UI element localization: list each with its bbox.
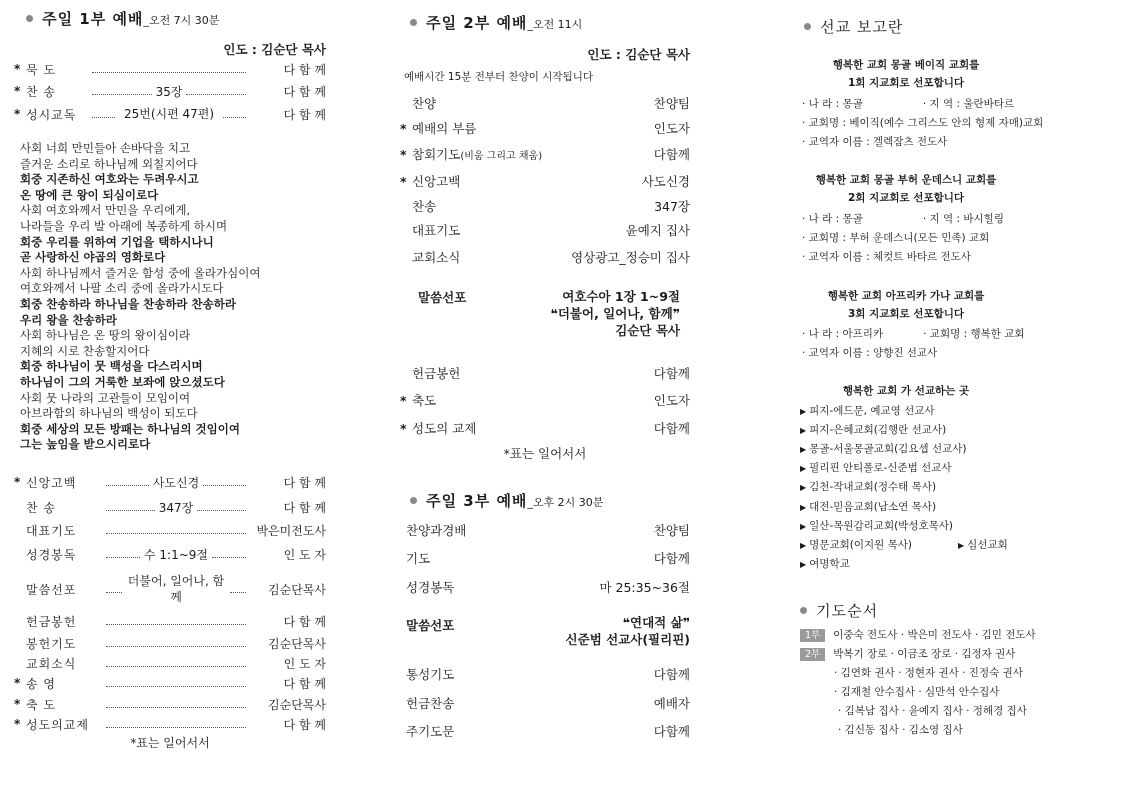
order-label: 예배의 부름 — [412, 121, 477, 136]
responsive-line: 지혜의 시로 찬송할지어다 — [20, 343, 150, 358]
prayer-2-line: · 김연화 권사 · 정현자 권사 · 진정숙 권사 — [834, 667, 1023, 679]
order-row — [400, 145, 690, 163]
bullet-icon — [26, 15, 33, 22]
triangle-bullet-icon: ▶ — [958, 541, 965, 550]
prayer-2 — [800, 646, 1015, 661]
order-person: 예배자 — [653, 696, 690, 711]
standing-mark: * — [400, 393, 407, 408]
order-left — [400, 419, 476, 437]
responsive-line: 여호와께서 나팔 소리 중에 올라가시도다 — [20, 281, 224, 296]
order-label: 대표기도 — [412, 223, 461, 238]
bullet-icon — [800, 607, 807, 614]
service-3-time: _오후 2시 30분 — [527, 496, 604, 509]
service-2-sermon-scripture: 여호수아 1장 1~9절 — [562, 289, 680, 304]
order-label: 송 영 — [26, 676, 56, 691]
order-person: 다 함 께 — [283, 84, 326, 99]
responsive-line: 회중 우리를 위하여 기업을 택하시나니 — [20, 234, 214, 249]
standing-mark: * — [14, 697, 21, 711]
mission-place-text: 피지-은혜교회(김행란 선교사) — [809, 424, 947, 437]
order-row — [400, 248, 690, 266]
mission-place-extra — [958, 537, 1008, 552]
mission-place-text: 피지-에드문, 예교영 선교사 — [809, 405, 935, 417]
mission-place-text: 김천-작내교회(정수태 목사) — [809, 481, 937, 494]
responsive-line: 회중 세상의 모든 방패는 하나님의 것임이여 — [20, 421, 240, 436]
order-person: 김순단목사 — [268, 636, 326, 651]
service-3-sermon — [566, 614, 690, 648]
service-1-footer: *표는 일어서서 — [130, 736, 210, 750]
responsive-line: 나라들을 우리 발 아래에 복종하게 하시며 — [20, 219, 228, 233]
mission-place — [800, 556, 850, 571]
order-row — [400, 172, 690, 190]
order-label: 말씀선포 — [26, 582, 77, 597]
order-person: 다 함 께 — [283, 107, 326, 122]
order-person: 다 함 께 — [283, 475, 326, 490]
service-3-title: 주일 3부 예배 — [426, 492, 528, 510]
service-1-time: _오전 7시 30분 — [143, 14, 220, 27]
order-label: 찬 송 — [26, 84, 56, 99]
order-person: 다함께 — [653, 667, 690, 682]
order-row — [400, 549, 690, 567]
order-person: 다 함 께 — [283, 614, 326, 629]
mission-1-title-line1: 행복한 교회 몽골 베이직 교회를 — [832, 59, 980, 71]
order-label: 헌금봉헌 — [26, 614, 77, 629]
prayer-2-line: · 김복남 집사 · 윤예지 집사 · 정해경 집사 — [838, 705, 1027, 717]
order-person: 인도자 — [653, 121, 690, 136]
dot-leader — [106, 645, 246, 647]
order-label: 기도 — [406, 551, 431, 566]
prayer-2-line: · 김신동 집사 · 김소영 집사 — [838, 724, 963, 736]
order-label: 찬송 — [412, 199, 437, 214]
order-person: 다함께 — [653, 147, 690, 162]
order-label: 성시교독 — [26, 107, 77, 122]
order-person: 찬양팀 — [653, 523, 690, 538]
order-row — [400, 722, 690, 740]
mission-place-text: 대전-믿음교회(남소연 목사) — [809, 500, 937, 513]
triangle-bullet-icon: ▶ — [800, 540, 807, 550]
mission-3-title-line1: 행복한 교회 아프리카 가나 교회를 — [827, 290, 985, 302]
order-label: 헌금찬송 — [406, 696, 455, 711]
mission-place — [800, 460, 951, 475]
mission-2-title-line2: 2회 지교회로 선포합니다 — [847, 192, 965, 204]
order-person: 다함께 — [653, 724, 690, 739]
order-detail: 더불어, 일어나, 함께 — [127, 574, 225, 604]
order-label: 통성기도 — [406, 667, 455, 682]
order-person: 영상광고_정승미 집사 — [571, 250, 690, 265]
service-1-header — [26, 8, 219, 29]
order-left — [400, 145, 542, 163]
order-detail: 347장 — [158, 500, 194, 515]
mission-place — [800, 441, 966, 456]
responsive-line: 회중 하나님이 뭇 백성을 다스리시며 — [20, 359, 203, 374]
mission-place — [800, 537, 912, 552]
order-person: 347장 — [654, 199, 690, 214]
order-person: 마 25:35~36절 — [599, 580, 690, 595]
order-label: 찬양 — [412, 96, 437, 111]
order-label: 참회기도 — [412, 147, 461, 162]
mission-header — [804, 16, 903, 37]
order-left — [400, 94, 436, 112]
order-row — [14, 634, 326, 652]
service-3-sermon-preacher: 신준범 선교사(필리핀) — [565, 632, 690, 647]
triangle-bullet-icon: ▶ — [800, 426, 807, 436]
triangle-bullet-icon: ▶ — [800, 559, 807, 569]
mission-detail-line: · 교회명 : 베이직(예수 그리스도 안의 형제 자매)교회 — [802, 117, 1044, 129]
order-row — [14, 521, 326, 539]
dot-leader — [212, 556, 246, 558]
order-label: 봉헌기도 — [26, 636, 77, 651]
prayer-1 — [800, 627, 1036, 642]
mission-place — [800, 518, 953, 533]
order-person: 윤예지 집사 — [625, 223, 690, 238]
order-row — [400, 94, 690, 112]
dot-leader — [106, 623, 246, 625]
order-row — [14, 574, 326, 604]
order-left — [400, 197, 436, 215]
standing-mark: * — [400, 174, 407, 189]
order-row — [14, 105, 326, 123]
service-2-footer: *표는 일어서서 — [503, 446, 587, 461]
bullet-icon — [804, 23, 811, 30]
order-person: 김순단목사 — [268, 697, 326, 712]
order-row — [400, 364, 690, 382]
dot-leader — [106, 685, 246, 687]
dot-leader — [223, 116, 246, 118]
order-label: 축 도 — [26, 697, 56, 712]
mission-place-text: 일산-목원감리교회(박성호목사) — [809, 519, 953, 532]
triangle-bullet-icon: ▶ — [800, 407, 807, 416]
order-row — [400, 419, 690, 437]
order-label: 묵 도 — [26, 62, 56, 77]
order-label: 신앙고백 — [412, 174, 461, 189]
responsive-line: 우리 왕을 찬송하라 — [20, 312, 117, 327]
responsive-line: 회중 찬송하라 하나님을 찬송하라 찬송하라 — [20, 297, 236, 311]
mission-detail-line: · 교역자 이름 : 겔렉잠츠 전도사 — [802, 136, 948, 148]
mission-place-text: 명문교회(이지원 목사) — [809, 538, 912, 551]
dot-leader — [92, 116, 115, 118]
order-person: 다함께 — [653, 366, 690, 381]
mission-3-title — [796, 287, 1016, 323]
service-2-sermon-title: ❝더불어, 일어나, 함께❞ — [550, 306, 680, 321]
standing-mark: * — [400, 421, 407, 436]
order-label: 찬양과경배 — [406, 523, 467, 538]
mission-title: 선교 보고란 — [820, 18, 904, 36]
service-2-note: 예배시간 15분 전부터 찬양이 시작됩니다 — [404, 71, 593, 83]
order-row — [400, 665, 690, 683]
order-person: 다 함 께 — [283, 500, 326, 515]
service-3-header — [410, 490, 603, 511]
order-row — [14, 498, 326, 516]
order-left — [400, 221, 460, 239]
service-2-time: _오전 11시 — [527, 18, 583, 31]
order-left — [400, 391, 436, 409]
order-row — [400, 578, 690, 596]
order-row — [400, 197, 690, 215]
order-label: 대표기도 — [26, 523, 77, 538]
order-person: 다 함 께 — [283, 676, 326, 691]
order-row — [14, 473, 326, 491]
order-row — [14, 82, 326, 100]
order-label: 성경봉독 — [26, 547, 77, 562]
mission-place-text: 필리핀 안티폴로-신준범 선교사 — [809, 462, 952, 475]
mission-detail-line: · 나 라 : 몽골 · 지 역 : 바시힐링 — [802, 213, 1004, 225]
order-label: 교회소식 — [26, 656, 77, 671]
prayer-title: 기도순서 — [816, 602, 879, 620]
dot-leader — [230, 591, 246, 593]
service-2-sermon — [551, 288, 680, 339]
responsive-line: 사회 여호와께서 만민을 우리에게, — [20, 203, 191, 218]
mission-places-title: 행복한 교회 가 선교하는 곳 — [842, 385, 970, 397]
mission-detail-line: · 교회명 : 부허 운데스니(모든 민족) 교회 — [802, 232, 990, 244]
order-person: 인 도 자 — [283, 656, 326, 671]
order-label: 찬 송 — [26, 500, 56, 515]
responsive-line: 온 땅에 큰 왕이 되심이로다 — [20, 187, 159, 202]
triangle-bullet-icon: ▶ — [800, 502, 807, 512]
order-detail: 수 1:1~9절 — [144, 547, 209, 562]
service-3-sermon-label: 말씀선포 — [406, 618, 455, 633]
mission-detail-line: · 나 라 : 아프리카 · 교회명 : 행복한 교회 — [802, 328, 1025, 340]
order-person: 다함께 — [653, 421, 690, 436]
standing-mark: * — [14, 107, 21, 121]
dot-leader — [106, 484, 149, 486]
service-2-title: 주일 2부 예배 — [426, 14, 528, 32]
order-person: 인 도 자 — [283, 547, 327, 562]
order-person: 다 함 께 — [283, 62, 326, 77]
order-label: 신앙고백 — [26, 475, 77, 490]
order-row — [400, 391, 690, 409]
standing-mark: * — [14, 62, 21, 76]
order-label: 성도의 교제 — [412, 421, 477, 436]
standing-mark: * — [14, 84, 21, 98]
standing-mark: * — [14, 717, 21, 731]
mission-2-title-line1: 행복한 교회 몽골 부허 운데스니 교회를 — [815, 174, 997, 186]
bullet-icon — [410, 19, 417, 26]
order-label: 성경봉독 — [406, 580, 455, 595]
triangle-bullet-icon: ▶ — [800, 464, 807, 474]
dot-leader — [106, 532, 246, 534]
order-label: 교회소식 — [412, 250, 461, 265]
order-left — [400, 172, 460, 190]
mission-place-extra-text: 심선교회 — [967, 539, 1008, 551]
order-person: 사도신경 — [641, 174, 690, 189]
responsive-line: 하나님이 그의 거룩한 보좌에 앉으셨도다 — [20, 375, 225, 389]
dot-leader — [106, 509, 155, 511]
service-1-leader: 인도 : 김순단 목사 — [223, 42, 326, 57]
responsive-line: 사회 하나님께서 즐거운 함성 중에 올라가심이여 — [20, 265, 261, 280]
order-row — [14, 715, 326, 733]
mission-place — [800, 499, 936, 514]
prayer-1-badge: 1부 — [800, 629, 825, 642]
dot-leader — [92, 93, 152, 95]
mission-place — [800, 403, 935, 418]
mission-place-text: 몽골-서울몽골교회(김요셉 선교사) — [809, 443, 967, 456]
order-row — [14, 612, 326, 630]
order-detail: 사도신경 — [152, 475, 200, 490]
responsive-line: 사회 뭇 나라의 고관들이 모임이여 — [20, 390, 191, 405]
mission-3-title-line2: 3회 지교회로 선포합니다 — [847, 308, 965, 320]
service-2-sermon-label: 말씀선포 — [418, 290, 467, 305]
order-detail: 35장 — [155, 84, 183, 99]
service-2-sermon-preacher: 김순단 목사 — [615, 323, 680, 338]
order-label: 성도의교제 — [26, 717, 89, 732]
dot-leader — [106, 665, 246, 667]
order-left — [400, 248, 460, 266]
dot-leader — [186, 93, 246, 95]
standing-mark: * — [400, 121, 407, 136]
responsive-line: 사회 하나님은 온 땅의 왕이심이라 — [20, 328, 191, 343]
order-row — [400, 221, 690, 239]
mission-1-title — [796, 56, 1016, 92]
responsive-line: 사회 너희 만민들아 손바닥을 치고 — [20, 141, 191, 155]
dot-leader — [106, 591, 122, 593]
order-row — [14, 695, 326, 713]
responsive-line: 곧 사랑하신 야곱의 영화로다 — [20, 250, 166, 265]
order-row — [14, 60, 326, 78]
order-label: 축도 — [412, 393, 437, 408]
responsive-line: 회중 지존하신 여호와는 두려우시고 — [20, 172, 199, 187]
dot-leader — [92, 71, 246, 73]
responsive-line: 그는 높임을 받으시리로다 — [20, 437, 151, 452]
order-person: 인도자 — [653, 393, 690, 408]
order-row — [400, 119, 690, 137]
triangle-bullet-icon: ▶ — [800, 521, 807, 531]
order-left — [400, 119, 476, 137]
order-row — [400, 521, 690, 539]
service-2-leader: 인도 : 김순단 목사 — [587, 47, 690, 62]
dot-leader — [106, 706, 246, 708]
prayer-header — [800, 600, 878, 621]
order-row — [14, 545, 326, 563]
order-row — [14, 654, 326, 672]
order-person: 찬양팀 — [653, 96, 690, 111]
dot-leader — [106, 556, 140, 558]
mission-place — [800, 479, 936, 494]
responsive-line: 즐거운 소리로 하나님께 외칠지어다 — [20, 156, 198, 171]
dot-leader — [203, 484, 246, 486]
order-sub: (비움 그리고 채움) — [460, 151, 543, 162]
mission-place-text: 여명학교 — [809, 557, 850, 570]
service-1-title: 주일 1부 예배 — [42, 10, 144, 28]
order-label: 주기도문 — [406, 724, 455, 739]
standing-mark: * — [14, 676, 21, 690]
prayer-2-badge: 2부 — [800, 648, 825, 661]
order-person: 김순단목사 — [268, 582, 326, 597]
responsive-line: 아브라함의 하나님의 백성이 되도다 — [20, 406, 198, 421]
order-row — [400, 694, 690, 712]
mission-2-title — [796, 171, 1016, 207]
prayer-2-line-0: 박복기 장로 · 이금조 장로 · 김정자 권사 — [833, 648, 1016, 660]
dot-leader — [106, 726, 246, 728]
order-row — [14, 674, 326, 692]
mission-1-title-line2: 1회 지교회로 선포합니다 — [847, 77, 965, 89]
order-person: 다 함 께 — [283, 717, 326, 732]
mission-detail-line: · 교역자 이름 : 체컷트 바타르 전도사 — [802, 251, 971, 263]
mission-place — [800, 422, 946, 437]
prayer-1-text: 이중숙 전도사 · 박은미 전도사 · 김민 전도사 — [833, 629, 1036, 641]
mission-detail-line: · 나 라 : 몽골 · 지 역 : 울란바타르 — [802, 98, 1015, 110]
standing-mark: * — [14, 475, 21, 489]
bullet-icon — [410, 497, 417, 504]
prayer-2-line: · 김재철 안수집사 · 심만석 안수집사 — [834, 686, 1000, 698]
service-3-sermon-title: ❝연대적 삶❞ — [622, 615, 690, 630]
triangle-bullet-icon: ▶ — [800, 445, 807, 455]
mission-detail-line: · 교역자 이름 : 양향진 선교사 — [802, 347, 938, 359]
triangle-bullet-icon: ▶ — [800, 483, 807, 493]
dot-leader — [197, 509, 246, 511]
order-person: 다함께 — [653, 551, 690, 566]
order-label: 헌금봉헌 — [412, 366, 461, 381]
order-left — [400, 364, 460, 382]
service-2-header — [410, 12, 582, 33]
standing-mark: * — [400, 147, 407, 162]
order-person: 박은미전도사 — [256, 523, 326, 538]
order-detail: 25번(시편 47편) — [123, 107, 215, 121]
